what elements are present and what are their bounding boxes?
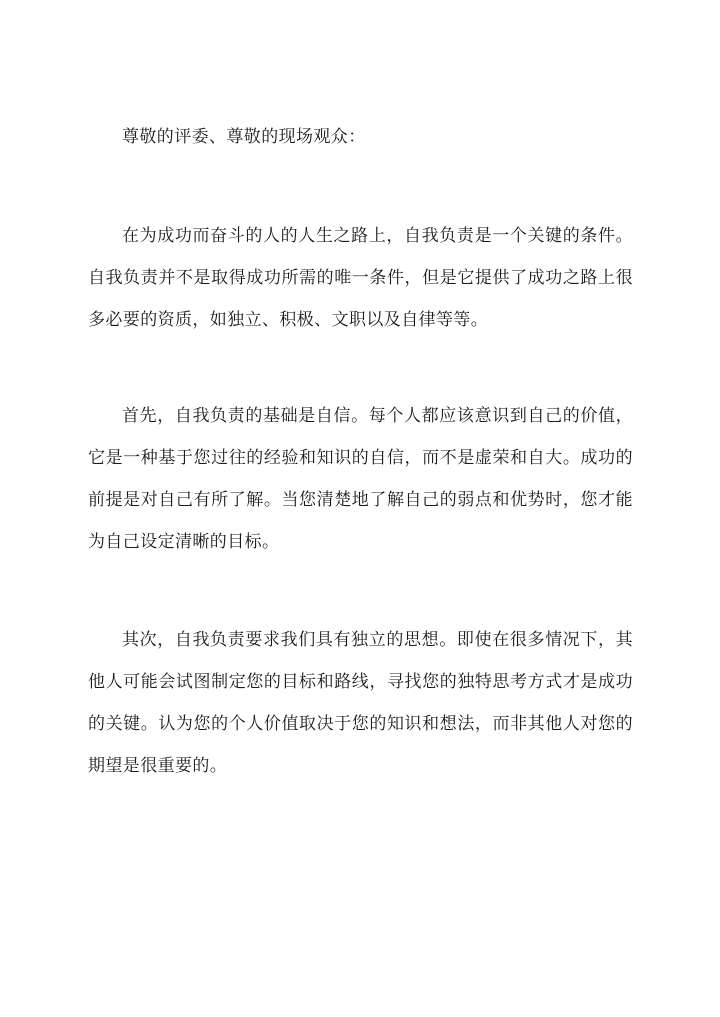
paragraph-3: 其次，自我负责要求我们具有独立的思想。即使在很多情况下，其他人可能会试图制定您的目标和路线，寻找您的独特思考方式才是成功的关键。认为您的个人价值取决于您的知识和想法，而非其他人对您的期望是很重要的。	[88, 630, 633, 776]
paragraph-2: 首先，自我负责的基础是自信。每个人都应该意识到自己的价值，它是一种基于您过往的经验和知识的自信，而不是虚荣和自大。成功的前提是对自己有所了解。当您清楚地了解自己的弱点和优势时，您才能为自己设定清晰的目标。	[88, 406, 633, 552]
paragraph-1: 在为成功而奋斗的人的人生之路上，自我负责是一个关键的条件。自我负责并不是取得成功所需的唯一条件，但是它提供了成功之路上很多必要的资质，如独立、积极、文职以及自律等等。	[88, 226, 633, 330]
greeting-line: 尊敬的评委、尊敬的现场观众：	[122, 127, 366, 147]
